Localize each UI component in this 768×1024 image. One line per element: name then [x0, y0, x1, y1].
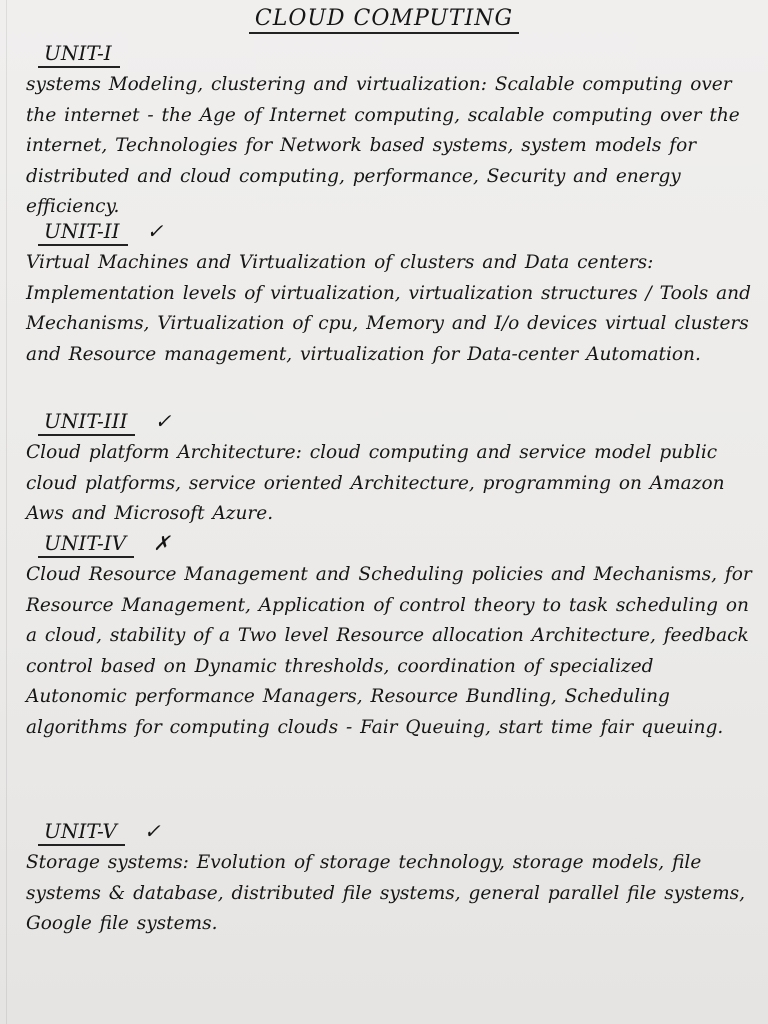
unit-5-check-mark: ✓ — [143, 819, 161, 843]
unit-4-section — [26, 530, 761, 743]
unit-4-body: Cloud Resource Management and Scheduling policies and Mechanisms, for Resource Management, Application of control theory to task scheduling on a cloud, stability of a Two level Resource allocation Architecture, feedback control based on Dynamic thresholds, coordination of specialized Autonomic performance Managers, Resource Bundling, Scheduling algorithms for computing clouds - Fair Queuing, start time fair queuing. — [26, 564, 752, 738]
unit-2-section — [26, 218, 761, 370]
page-title — [0, 6, 768, 31]
unit-1-heading: UNIT-I — [38, 40, 120, 68]
unit-3-body: Cloud platform Architecture: cloud computing and service model public cloud platforms, service oriented Architecture, programming on Amazon Aws and Microsoft Azure. — [26, 442, 725, 524]
unit-3-check-mark: ✓ — [154, 409, 172, 433]
unit-4-cross-mark: ✗ — [153, 531, 170, 555]
unit-1-section — [26, 40, 761, 223]
unit-2-body: Virtual Machines and Virtualization of clusters and Data centers: Implementation levels of virtualization, virtualization structures / Tools and Mechanisms, Virtualization of cpu, Memory and I/o devices virtual clusters and Resource management, virtualization for Data-center Automation. — [26, 252, 751, 365]
unit-5-body: Storage systems: Evolution of storage technology, storage models, file systems & database, distributed file systems, general parallel file systems, Google file systems. — [26, 852, 745, 934]
unit-1-body: systems Modeling, clustering and virtualization: Scalable computing over the internet - the Age of Internet computing, scalable computing over the internet, Technologies for Network based systems, system models for distributed and cloud computing, performance, Security and energy efficiency. — [26, 74, 740, 217]
unit-5-section — [26, 818, 761, 940]
unit-2-heading: UNIT-II — [38, 218, 128, 246]
unit-4-heading: UNIT-IV — [38, 530, 134, 558]
unit-3-section — [26, 408, 761, 530]
page-margin-line — [6, 0, 7, 1024]
unit-3-heading: UNIT-III — [38, 408, 135, 436]
page-title-text: CLOUD COMPUTING — [249, 6, 519, 34]
unit-2-check-mark: ✓ — [146, 219, 164, 243]
unit-5-heading: UNIT-V — [38, 818, 125, 846]
